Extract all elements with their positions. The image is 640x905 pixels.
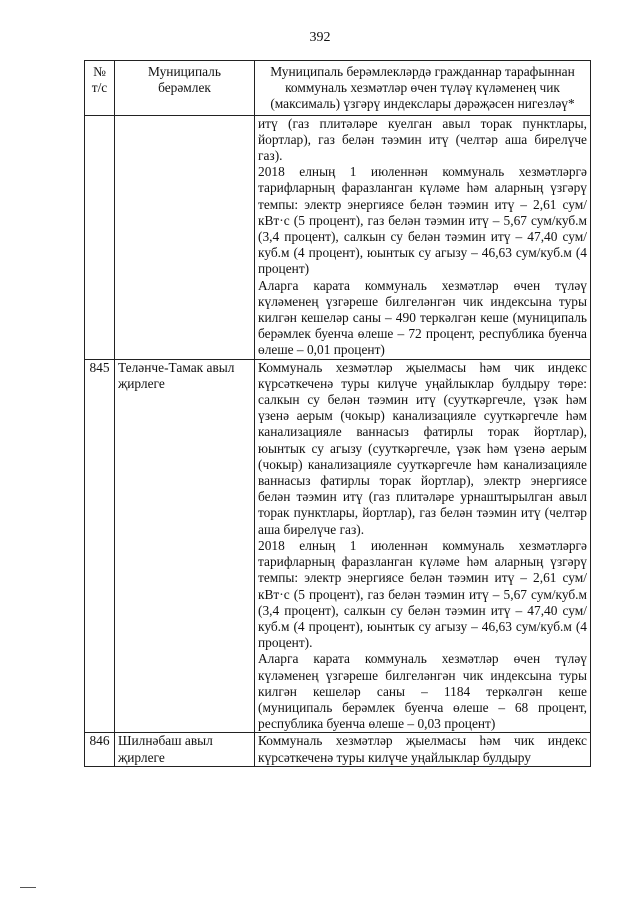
paragraph: Коммуналь хезмәтләр җыелмасы һәм чик индекс күрсәткеченә туры килүче уңайлыклар булдыру төре: салкын су белән тәэмин итү (сууткәргечле, үзәк һәм үзенә аерым (чокыр) канализацияле сууткәргечле һәм канализацияле ваннасыз фатирлы торак йортлар), юынтык су агызу (сууткәргечле, үзәк һәм үзенә аерым (чокыр) канализацияле сууткәргечле һәм канализацияле ваннасыз фатирлы торак йортлар), электр энергиясе белән тәэмин итү (газ плитәләре урнаштырылган авыл торак пунктлары, йортлар), газ белән тәэмин итү (челтәр аша бирелүче газ). — [258, 359, 587, 537]
row-municipality — [115, 115, 255, 359]
page-number: 392 — [309, 30, 331, 45]
row-num — [85, 115, 115, 359]
paragraph: Коммуналь хезмәтләр җыелмасы һәм чик индекс күрсәткеченә туры килүче уңайлыклар булдыру — [258, 733, 587, 765]
paragraph: Аларга карата коммуналь хезмәтләр өчен түләү күләменең үзгәреше билгеләнгән чик индексына туры килгән кешеләр саны – 490 теркәлгән кеше (муниципаль берәмлек буенча өлеше – 72 процент, республика буенча өлеше – 0,01 процент) — [258, 277, 587, 358]
tariff-table — [84, 60, 591, 767]
row-municipality: Шилнәбаш авыл җирлеге — [115, 733, 255, 766]
row-num: 845 — [85, 359, 115, 733]
row-description — [255, 115, 591, 359]
table-row — [85, 115, 591, 359]
table-header-row — [85, 61, 591, 116]
table-row — [85, 733, 591, 766]
paragraph: итү (газ плитәләре куелган авыл торак пунктлары, йортлар), газ белән тәэмин итү (челтәр аша бирелүче газ). — [258, 115, 587, 164]
header-description: Муниципаль берәмлекләрдә гражданнар тарафыннан коммуналь хезмәтләр өчен түләү күләменең чик (максималь) үзгәрү индекслары дәрәҗәсен нигезләү* — [255, 61, 591, 116]
table-row — [85, 359, 591, 733]
margin-mark — [20, 887, 36, 888]
header-municipality: Муниципаль берәмлек — [115, 61, 255, 116]
row-num: 846 — [85, 733, 115, 766]
paragraph: 2018 елның 1 июленнән коммуналь хезмәтләргә тарифларның фаразланган күләме һәм аларның үзгәрү темпы: электр энергиясе белән тәэмин итү – 2,61 сум/кВт·с (5 процент), газ белән тәэмин итү – 5,67 сум/куб.м (3,4 процент), салкын су белән тәэмин итү – 47,40 сум/куб.м (4 процент), юынтык су агызу – 46,63 сум/куб.м (4 процент) — [258, 164, 587, 277]
paragraph: Аларга карата коммуналь хезмәтләр өчен түләү күләменең үзгәреше билгеләнгән чик индексына туры килгән кешеләр саны – 1184 теркәлгән кеше (муниципаль берәмлек буенча өлеше – 68 процент, республика буенча өлеше – 0,03 процент) — [258, 651, 587, 732]
header-num: № т/с — [85, 61, 115, 116]
paragraph: 2018 елның 1 июленнән коммуналь хезмәтләргә тарифларның фаразланган күләме һәм аларның үзгәрү темпы: электр энергиясе белән тәэмин итү – 2,61 сум/кВт·с (5 процент), газ белән тәэмин итү – 5,67 сум/куб.м (3,4 процент), салкын су белән тәэмин итү – 47,40 сум/куб.м (4 процент), юынтык су агызу – 46,63 сум/куб.м (4 процент). — [258, 537, 587, 651]
row-municipality: Теләнче-Тамак авыл җирлеге — [115, 359, 255, 733]
row-description — [255, 359, 591, 733]
row-description — [255, 733, 591, 766]
